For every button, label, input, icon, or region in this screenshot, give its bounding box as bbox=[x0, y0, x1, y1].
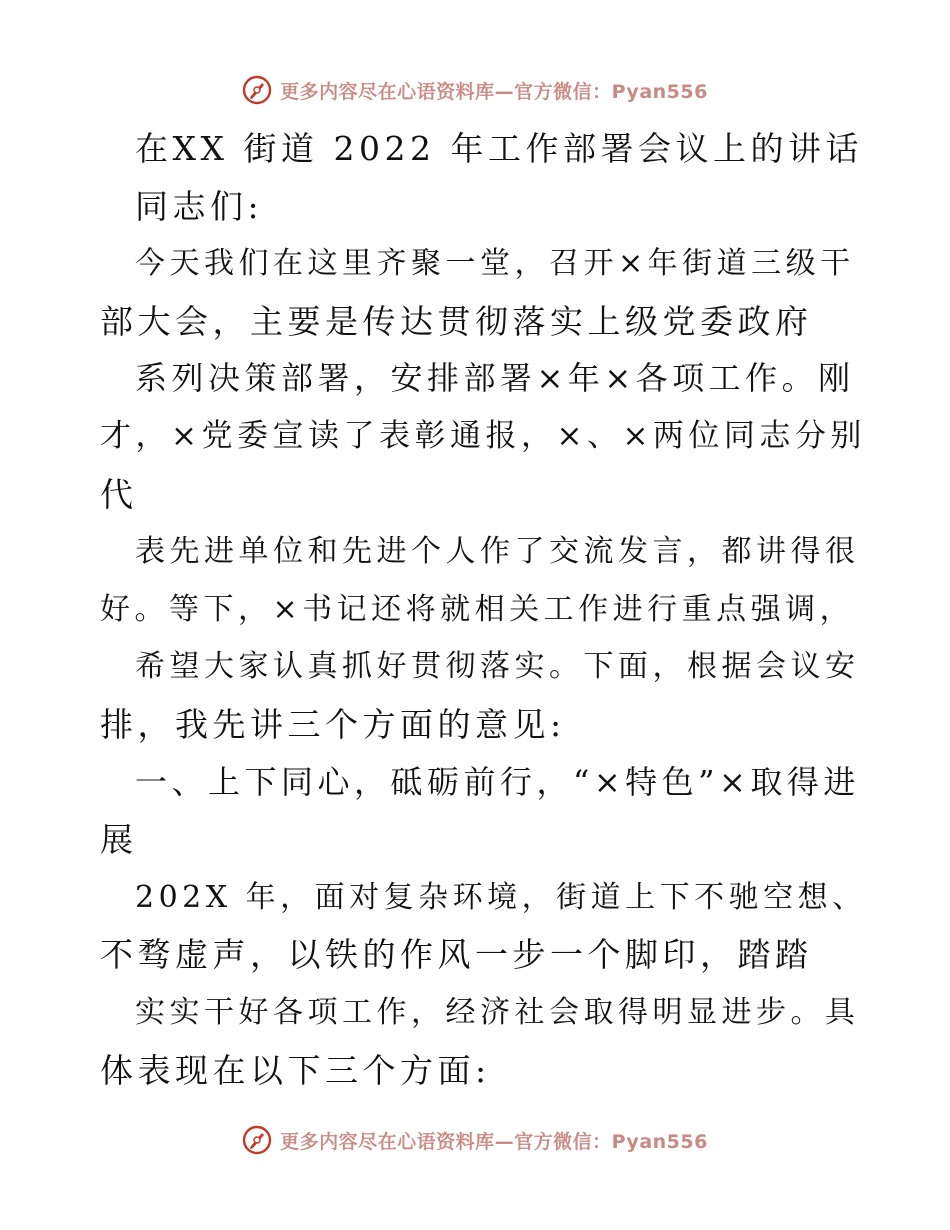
text-line: 一、上下同心，砥砺前行，“×特色”×取得进 bbox=[135, 762, 860, 801]
text-line: 今天我们在这里齐聚一堂，召开×年街道三级干 bbox=[135, 246, 855, 282]
document-body bbox=[100, 120, 867, 1099]
text-line: 202X 年，面对复杂环境，街道上下不驰空想、 bbox=[135, 879, 867, 915]
text-line: 展 bbox=[100, 820, 138, 860]
text-line: 代 bbox=[100, 474, 138, 514]
text-line: 部大会，主要是传达贯彻落实上级党委政府 bbox=[100, 301, 813, 341]
text-line: 排，我先讲三个方面的意见: bbox=[100, 704, 566, 744]
text-line: 希望大家认真抓好贯彻落实。下面，根据会议安 bbox=[135, 649, 860, 685]
text-line: 同志们: bbox=[135, 186, 264, 226]
text-line: 体表现在以下三个方面: bbox=[100, 1050, 491, 1090]
document-title: 在XX 街道 2022 年工作部署会议上的讲话 bbox=[135, 129, 863, 168]
text-line: 不骛虚声，以铁的作风一步一个脚印，踏踏 bbox=[100, 935, 813, 975]
header-watermark-banner bbox=[0, 70, 950, 110]
text-line: 才，×党委宣读了表彰通报，×、×两位同志分别 bbox=[100, 417, 866, 454]
text-line: 实实干好各项工作，经济社会取得明显进步。具 bbox=[135, 994, 860, 1030]
quill-seal-icon bbox=[242, 75, 272, 105]
watermark-text: 更多内容尽在心语资料库—官方微信：Pyan556 bbox=[280, 1130, 708, 1153]
text-line: 表先进单位和先进个人作了交流发言，都讲得很 bbox=[135, 534, 860, 570]
quill-seal-icon bbox=[242, 1125, 272, 1155]
text-line: 系列决策部署，安排部署×年×各项工作。刚 bbox=[135, 359, 855, 398]
text-line: 好。等下，×书记还将就相关工作进行重点强调， bbox=[100, 591, 855, 627]
watermark-text: 更多内容尽在心语资料库—官方微信：Pyan556 bbox=[280, 80, 708, 103]
footer-watermark-banner bbox=[0, 1120, 950, 1160]
